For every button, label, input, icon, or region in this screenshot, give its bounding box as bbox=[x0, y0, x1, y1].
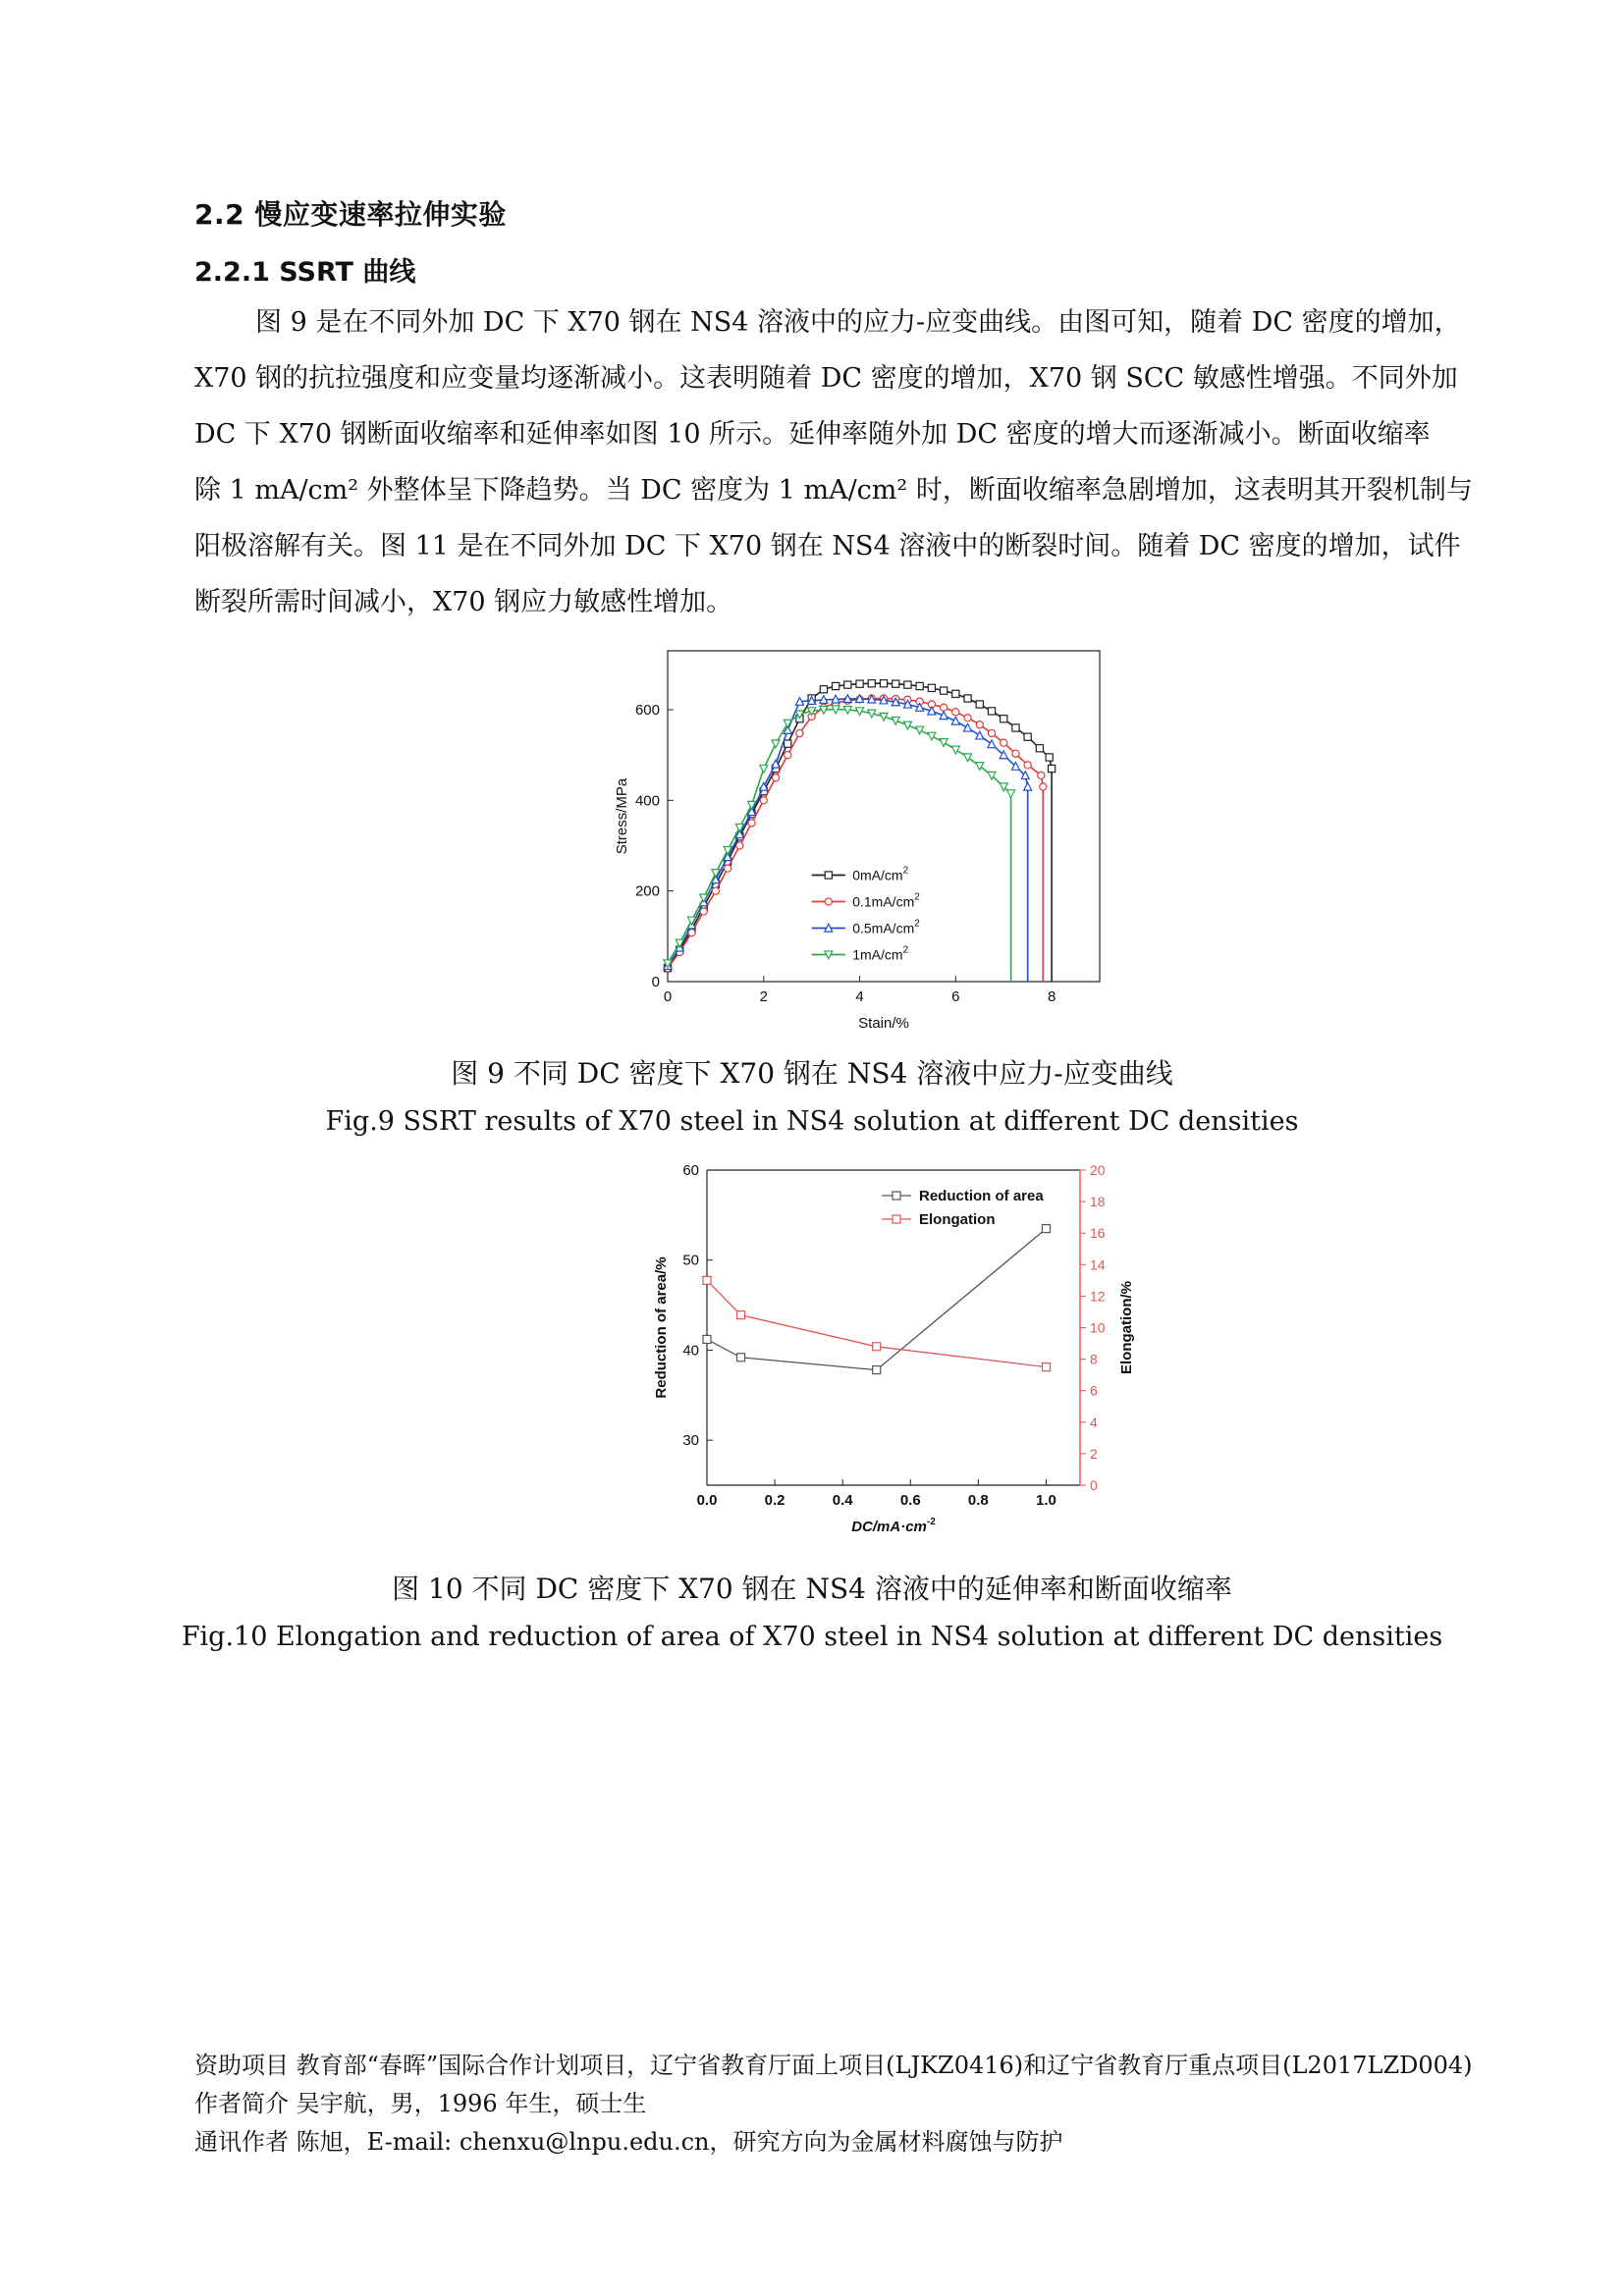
legend-marker bbox=[825, 898, 832, 905]
data-point bbox=[700, 908, 707, 915]
x-tick-label: 4 bbox=[855, 988, 864, 1005]
data-point bbox=[964, 754, 972, 762]
right-y-tick-label: 10 bbox=[1090, 1319, 1106, 1336]
data-point bbox=[820, 686, 827, 693]
x-tick-label: 2 bbox=[759, 988, 768, 1005]
left-y-tick-label: 50 bbox=[682, 1252, 699, 1269]
data-point bbox=[703, 1335, 711, 1343]
data-point bbox=[951, 717, 959, 724]
data-point bbox=[940, 739, 947, 747]
right-y-tick-label: 18 bbox=[1090, 1194, 1106, 1210]
series-line bbox=[668, 683, 1052, 982]
x-tick-label: 0.2 bbox=[764, 1492, 785, 1509]
data-point bbox=[916, 726, 924, 734]
right-y-tick-label: 8 bbox=[1090, 1351, 1098, 1367]
legend-label: $0.5mA/cm^2$ bbox=[852, 918, 920, 936]
data-point bbox=[964, 715, 971, 721]
legend-marker bbox=[893, 1192, 900, 1200]
legend-superscript: 2 bbox=[914, 918, 920, 930]
right-y-tick-label: 20 bbox=[1090, 1162, 1106, 1178]
data-point bbox=[1024, 733, 1031, 740]
data-point bbox=[952, 709, 959, 716]
legend-marker bbox=[825, 872, 832, 879]
series-line bbox=[668, 699, 1028, 982]
data-point bbox=[903, 721, 911, 729]
data-point bbox=[856, 680, 863, 687]
paragraph-line-4: 除 1 mA/cm² 外整体呈下降趋势。当 DC 密度为 1 mA/cm² 时，断面收缩率急剧增加，这表明其开裂机制与 bbox=[194, 475, 1473, 506]
data-point bbox=[1001, 716, 1007, 722]
data-point bbox=[772, 774, 779, 781]
data-point bbox=[1042, 1225, 1050, 1233]
x-tick-label: 0 bbox=[663, 988, 673, 1005]
data-point bbox=[952, 690, 959, 697]
data-point bbox=[736, 842, 743, 849]
data-point bbox=[976, 721, 983, 728]
data-point bbox=[1012, 724, 1019, 731]
data-point bbox=[725, 865, 731, 872]
footnote-funding: 资助项目 教育部“春晖”国际合作计划项目，辽宁省教育厅面上项目(LJKZ0416)和辽宁省教育厅重点项目(L2017LZD004) bbox=[194, 2052, 1473, 2079]
right-y-tick-label: 14 bbox=[1090, 1256, 1106, 1273]
left-y-tick-label: 60 bbox=[682, 1162, 699, 1179]
data-point bbox=[760, 765, 768, 773]
data-point bbox=[988, 729, 995, 736]
data-point bbox=[760, 797, 767, 804]
series-0 bbox=[664, 680, 1055, 982]
series-line bbox=[668, 710, 1011, 982]
data-point bbox=[1007, 790, 1015, 798]
figure-9-stress-strain-chart bbox=[569, 643, 1119, 1036]
data-point bbox=[1049, 765, 1056, 772]
x-tick-label: 0.6 bbox=[899, 1492, 921, 1509]
figure-10-dual-axis-chart bbox=[628, 1156, 1178, 1549]
series-1 bbox=[664, 695, 1047, 982]
legend bbox=[882, 1188, 1044, 1228]
right-y-tick-label: 12 bbox=[1090, 1288, 1106, 1305]
y-axis-label: Stress/MPa bbox=[614, 777, 630, 855]
series-2 bbox=[664, 695, 1032, 982]
data-point bbox=[1040, 783, 1047, 790]
data-point bbox=[928, 732, 936, 740]
data-point bbox=[712, 887, 719, 894]
paragraph-line-1: 图 9 是在不同外加 DC 下 X70 钢在 NS4 溶液中的应力-应变曲线。由图可知，随着 DC 密度的增加， bbox=[255, 307, 1461, 338]
data-point bbox=[988, 740, 996, 748]
legend-label: $1mA/cm^2$ bbox=[852, 944, 909, 963]
data-point bbox=[833, 682, 839, 689]
x-axis-superscript: -2 bbox=[926, 1517, 936, 1527]
footnote-author: 作者简介 吴宇航，男，1996 年生，硕士生 bbox=[194, 2090, 647, 2117]
paragraph-line-5: 阳极溶解有关。图 11 是在不同外加 DC 下 X70 钢在 NS4 溶液中的断裂时间。随着 DC 密度的增加，试件 bbox=[194, 531, 1461, 561]
right-y-axis-label: Elongation/% bbox=[1118, 1281, 1135, 1374]
y-tick-label: 0 bbox=[651, 974, 660, 990]
series-3 bbox=[664, 706, 1015, 982]
data-point bbox=[976, 731, 984, 739]
data-point bbox=[785, 752, 791, 759]
paragraph-line-6: 断裂所需时间减小，X70 钢应力敏感性增加。 bbox=[194, 587, 733, 617]
x-tick-label: 0.4 bbox=[832, 1492, 853, 1509]
data-point bbox=[964, 695, 971, 702]
series-0 bbox=[703, 1225, 1050, 1374]
legend-label: $0.1mA/cm^2$ bbox=[852, 891, 920, 910]
figure-9-caption-en: Fig.9 SSRT results of X70 steel in NS4 solution at different DC densities bbox=[325, 1106, 1299, 1137]
footnote-corresponding: 通讯作者 陈旭，E-mail: chenxu@lnpu.edu.cn，研究方向为金属材料腐蚀与防护 bbox=[194, 2128, 1063, 2156]
section-heading: 2.2 慢应变速率拉伸实验 bbox=[194, 198, 507, 231]
figure-9-caption-cn: 图 9 不同 DC 密度下 X70 钢在 NS4 溶液中应力-应变曲线 bbox=[451, 1057, 1173, 1090]
data-point bbox=[772, 740, 780, 748]
data-point bbox=[796, 729, 803, 736]
paragraph-line-3: DC 下 X70 钢断面收缩率和延伸率如图 10 所示。延伸率随外加 DC 密度的增大而逐渐减小。断面收缩率 bbox=[194, 419, 1431, 450]
data-point bbox=[916, 682, 923, 689]
data-point bbox=[1038, 772, 1045, 778]
right-y-tick-label: 4 bbox=[1090, 1414, 1098, 1430]
x-tick-label: 8 bbox=[1047, 988, 1056, 1005]
x-tick-label: 6 bbox=[951, 988, 960, 1005]
data-point bbox=[941, 687, 947, 694]
data-point bbox=[1042, 1363, 1050, 1371]
x-tick-label: 0.8 bbox=[967, 1492, 989, 1509]
data-point bbox=[1001, 739, 1007, 746]
legend-superscript: 2 bbox=[914, 891, 920, 903]
data-point bbox=[1024, 782, 1032, 790]
data-point bbox=[1046, 754, 1053, 761]
paragraph-line-2: X70 钢的抗拉强度和应变量均逐渐减小。这表明随着 DC 密度的增加，X70 钢 SCC 敏感性增强。不同外加 bbox=[194, 363, 1458, 394]
subsection-heading: 2.2.1 SSRT 曲线 bbox=[194, 257, 416, 288]
data-point bbox=[988, 708, 995, 715]
legend-superscript: 2 bbox=[902, 865, 909, 877]
data-point bbox=[873, 1366, 881, 1374]
legend bbox=[812, 866, 921, 963]
data-point bbox=[737, 1311, 745, 1319]
legend-label: $0mA/cm^2$ bbox=[852, 865, 909, 883]
data-point bbox=[737, 1354, 745, 1362]
data-point bbox=[928, 684, 935, 691]
figure-10-caption-en: Fig.10 Elongation and reduction of area of X70 steel in NS4 solution at different DC densities bbox=[181, 1622, 1443, 1652]
y-tick-label: 400 bbox=[634, 792, 660, 810]
data-point bbox=[1012, 750, 1019, 757]
figure-10-caption-cn: 图 10 不同 DC 密度下 X70 钢在 NS4 溶液中的延伸率和断面收缩率 bbox=[392, 1573, 1232, 1605]
data-point bbox=[976, 701, 983, 708]
data-point bbox=[748, 820, 755, 827]
data-point bbox=[941, 704, 947, 711]
left-y-tick-label: 30 bbox=[682, 1432, 699, 1450]
data-point bbox=[964, 723, 972, 731]
legend-label: Elongation bbox=[919, 1211, 996, 1228]
right-y-tick-label: 2 bbox=[1090, 1445, 1098, 1462]
data-point bbox=[785, 740, 791, 747]
x-axis-label: Stain/% bbox=[858, 1015, 909, 1032]
data-point bbox=[703, 1276, 711, 1284]
right-y-tick-label: 0 bbox=[1090, 1477, 1098, 1493]
data-point bbox=[873, 1343, 881, 1351]
data-point bbox=[904, 681, 911, 688]
series-line bbox=[707, 1280, 1047, 1366]
x-tick-label: 0.0 bbox=[696, 1492, 718, 1509]
data-point bbox=[1036, 745, 1043, 752]
data-point bbox=[880, 680, 887, 687]
legend-marker bbox=[893, 1215, 900, 1223]
data-point bbox=[844, 681, 851, 688]
right-y-tick-label: 6 bbox=[1090, 1382, 1098, 1399]
y-tick-label: 200 bbox=[634, 882, 660, 900]
y-tick-label: 600 bbox=[634, 702, 660, 720]
legend-superscript: 2 bbox=[902, 944, 909, 956]
series-1 bbox=[703, 1276, 1050, 1370]
x-axis-label: $DC/mA\cdot cm^{-2}$ bbox=[851, 1517, 936, 1535]
x-tick-label: 1.0 bbox=[1036, 1492, 1056, 1509]
data-point bbox=[1024, 762, 1031, 769]
data-point bbox=[951, 746, 959, 754]
left-y-axis-label: Reduction of area/% bbox=[653, 1256, 670, 1399]
legend-label: Reduction of area bbox=[919, 1188, 1044, 1204]
data-point bbox=[893, 680, 899, 687]
data-point bbox=[868, 680, 875, 687]
left-y-tick-label: 40 bbox=[682, 1342, 699, 1360]
right-y-tick-label: 16 bbox=[1090, 1225, 1106, 1242]
